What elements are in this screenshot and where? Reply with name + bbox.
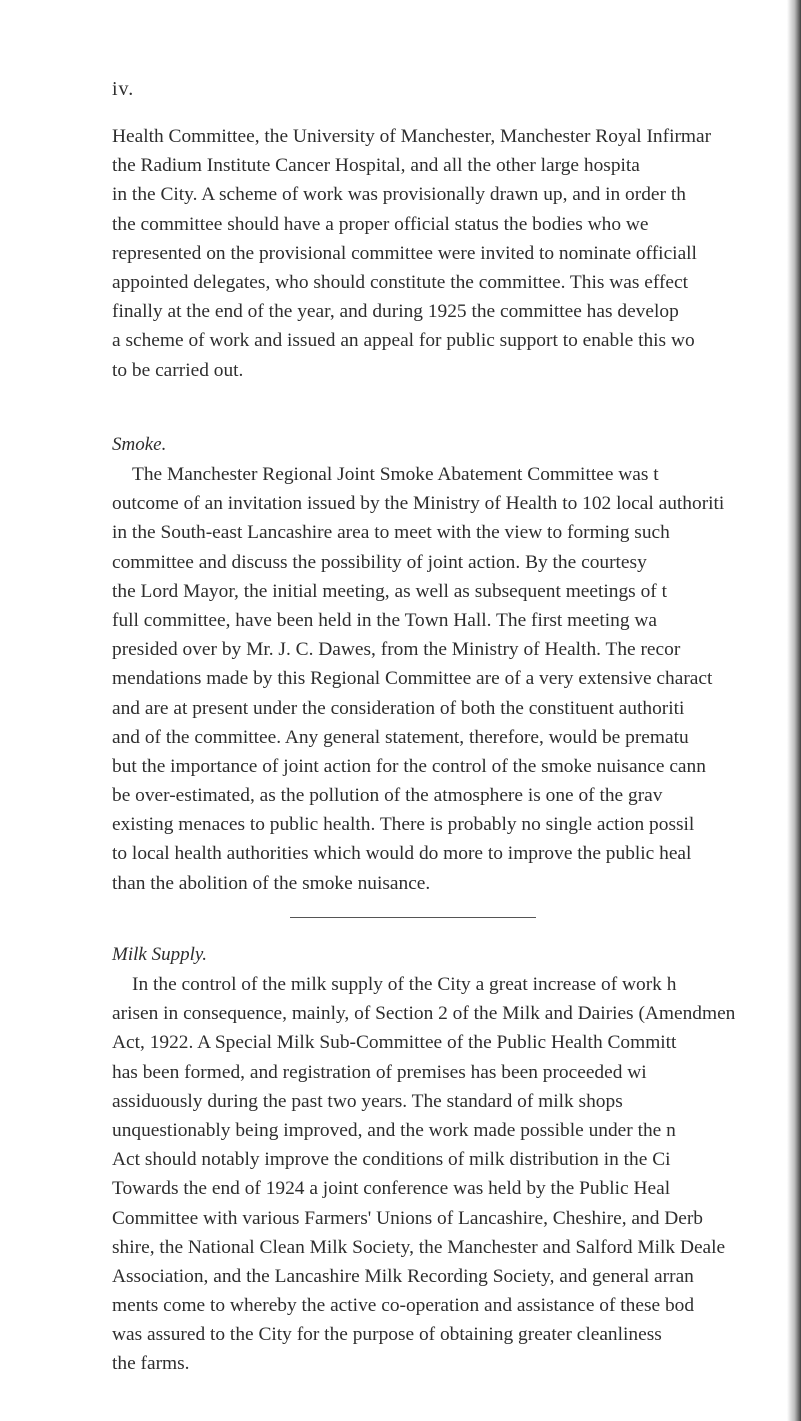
text-line: than the abolition of the smoke nuisance. [112,872,431,894]
text-line: a scheme of work and issued an appeal for public support to enable this wo [112,330,695,352]
text-line: in the City. A scheme of work was provisionally drawn up, and in order th [112,184,686,206]
text-line: existing menaces to public health. There is probably no single action possil [112,814,695,836]
text-line: Committee with various Farmers' Unions of Lancashire, Cheshire, and Derb [112,1207,703,1229]
text-line: the farms. [112,1353,190,1375]
text-line: ments come to whereby the active co-operation and assistance of these bod [112,1295,695,1317]
paragraph-smoke [112,460,788,898]
text-line: Association, and the Lancashire Milk Recording Society, and general arran [112,1265,694,1287]
text-line: unquestionably being improved, and the work made possible under the n [112,1119,676,1141]
text-line: outcome of an invitation issued by the Ministry of Health to 102 local authoriti [112,493,725,515]
text-line: to local health authorities which would do more to improve the public heal [112,843,692,865]
text-line: but the importance of joint action for the control of the smoke nuisance cann [112,755,706,777]
text-line: Act, 1922. A Special Milk Sub-Committee of the Public Health Committ [112,1032,677,1054]
text-line: in the South-east Lancashire area to meet with the view to forming such [112,522,670,544]
text-line: to be carried out. [112,359,244,381]
text-line: Health Committee, the University of Manchester, Manchester Royal Infirmar [112,126,712,147]
text-line: committee and discuss the possibility of joint action. By the courtesy [112,551,647,573]
text-line: be over-estimated, as the pollution of the atmosphere is one of the grav [112,785,663,807]
text-line: and of the committee. Any general statement, therefore, would be prematu [112,726,689,748]
text-line: assiduously during the past two years. The standard of milk shops [112,1090,623,1112]
section-heading-smoke: Smoke. [112,434,167,455]
text-line: was assured to the City for the purpose of obtaining greater cleanliness [112,1324,662,1346]
text-line: In the control of the milk supply of the City a great increase of work h [132,974,677,995]
section-heading-milk-supply: Milk Supply. [112,944,207,965]
text-line: presided over by Mr. J. C. Dawes, from the Ministry of Health. The recor [112,639,681,661]
text-line: shire, the National Clean Milk Society, the Manchester and Salford Milk Deale [112,1236,726,1258]
text-line: finally at the end of the year, and during 1925 the committee has develop [112,301,679,323]
text-line: has been formed, and registration of premises has been proceeded wi [112,1061,647,1083]
text-line: the committee should have a proper official status the bodies who we [112,213,649,235]
page-edge-shadow [787,0,801,1421]
text-line: arisen in consequence, mainly, of Section 2 of the Milk and Dairies (Amendmen [112,1003,736,1025]
section-divider [290,917,536,918]
text-line: and are at present under the consideration of both the constituent authoriti [112,697,685,719]
text-line: the Radium Institute Cancer Hospital, and all the other large hospita [112,155,640,177]
paragraph-milk-supply [112,970,788,1379]
text-line: Act should notably improve the conditions of milk distribution in the Ci [112,1149,671,1171]
paragraph-health-committee [112,122,788,385]
text-line: mendations made by this Regional Committee are of a very extensive charact [112,668,713,690]
page-number: iv. [112,78,135,100]
text-line: appointed delegates, who should constitute the committee. This was effect [112,271,689,293]
text-line: The Manchester Regional Joint Smoke Abatement Committee was t [132,464,659,485]
text-line: represented on the provisional committee were invited to nominate officiall [112,242,697,264]
text-line: Towards the end of 1924 a joint conference was held by the Public Heal [112,1178,671,1200]
text-line: the Lord Mayor, the initial meeting, as well as subsequent meetings of t [112,580,667,602]
text-line: full committee, have been held in the Town Hall. The first meeting wa [112,609,658,631]
